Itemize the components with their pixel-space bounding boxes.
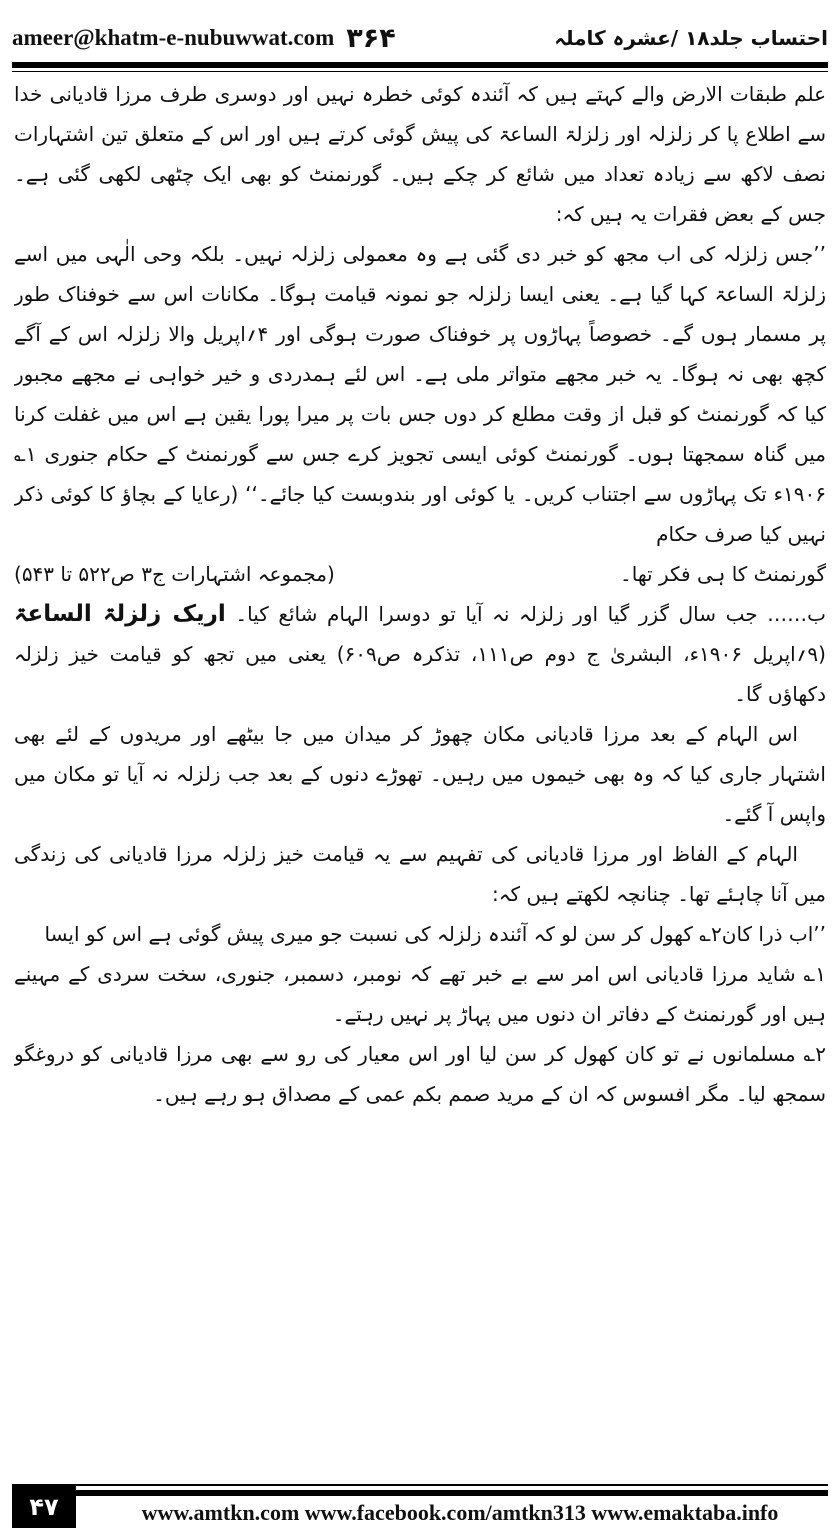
second-ilham-rest: (۹؍اپریل ۱۹۰۶ء، البشریٰ ج دوم ص۱۱۱، تذکرہ ص۶۰۹) یعنی میں تجھ کو قیامت خیز زلزلہ دکھاؤں گا۔: [14, 642, 826, 706]
header-email: ameer@khatm-e-nubuwwat.com: [12, 25, 335, 50]
quote-end-row: [14, 554, 826, 594]
paragraph-geology: علم طبقات الارض والے کہتے ہیں کہ آئندہ کوئی خطرہ نہیں اور دوسری طرف مرزا قادیانی خدا سے اطلاع پا کر زلزلہ اور زلزلۃ الساعۃ کی پیش گوئی کرتے ہیں اور اس کے متعلق تین اشتہارات نصف لاکھ سے زیادہ تعداد میں شائع کر چکے ہیں۔ گورنمنٹ کو بھی ایک چٹھی لکھی گئی ہے۔ جس کے بعض فقرات یہ ہیں کہ:: [14, 82, 826, 226]
footer-rule-thick: [12, 1490, 828, 1496]
header-book-title: احتساب جلد۱۸ /عشرہ کاملہ: [554, 26, 828, 50]
header-rule-thick: [12, 62, 828, 68]
quote-second: ’’اب ذرا کان۲؎ کھول کر سن لو کہ آئندہ زلزلہ کی نسبت جو میری پیش گوئی ہے اس کو ایسا: [44, 922, 826, 946]
footnote-1: ۱؎ شاید مرزا قادیانی اس امر سے بے خبر تھے کہ نومبر، دسمبر، جنوری، سخت سردی کے مہینے ہیں اور گورنمنٹ کے دفاتر ان دنوں میں پہاڑ پر نہیں رہتے۔: [14, 962, 826, 1026]
paragraph-second-ilham: [14, 594, 826, 714]
page-body: [14, 74, 826, 1470]
reference-citation: (مجموعہ اشتہارات ج۳ ص۵۲۲ تا ۵۴۳): [14, 562, 335, 586]
footer-rule-thin: [12, 1484, 828, 1486]
paragraph-after-ilham: اس الہام کے بعد مرزا قادیانی مکان چھوڑ کر میدان میں جا بیٹھے اور مریدوں کے لئے بھی اشتہار جاری کیا کہ وہ بھی خیموں میں رہیں۔ تھوڑے دنوں کے بعد جب زلزلہ نہ آیا تو مکان میں واپس آ گئے۔: [14, 722, 826, 826]
header-page-number: ۳۶۴: [346, 22, 396, 54]
second-ilham-term: اریک زلزلۃ الساعۃ: [14, 601, 226, 627]
quote-letter: ’’جس زلزلہ کی اب مجھ کو خبر دی گئی ہے وہ معمولی زلزلہ نہیں۔ بلکہ وحی الٰہی میں اسے زلزلۃ الساعۃ کہا گیا ہے۔ یعنی ایسا زلزلہ جو نمونہ قیامت ہوگا۔ مکانات اس سے خوفناک طور پر مسمار ہوں گے۔ خصوصاً پہاڑوں پر خوفناک صورت ہوگی اور ۴؍اپریل والا زلزلہ اس کے آگے کچھ بھی نہ ہوگا۔ یہ خبر مجھے متواتر ملی ہے۔ اس لئے ہمدردی و خیر خواہی نے مجھے مجبور کیا کہ گورنمنٹ کو قبل از وقت مطلع کر دوں جس بات پر میرا پورا یقین ہے اس میں غفلت کرنا میں گناہ سمجھتا ہوں۔ گورنمنٹ کوئی ایسی تجویز کرے جس سے گورنمنٹ کے حکام جنوری ۱؎ ۱۹۰۶ء تک پہاڑوں سے اجتناب کریں۔ یا کوئی اور بندوبست کیا جائے۔‘‘ (رعایا کے بچاؤ کا کوئی ذکر نہیں کیا صرف حکام: [14, 242, 826, 546]
page-header: [12, 16, 828, 60]
footer-urls: www.amtkn.com www.facebook.com/amtkn313 www.emaktaba.info: [141, 1500, 779, 1525]
page-footer: [12, 1484, 828, 1530]
paragraph-ilham-words: الہام کے الفاظ اور مرزا قادیانی کی تفہیم سے یہ قیامت خیز زلزلہ مرزا قادیانی کی زندگی میں آنا چاہئے تھا۔ چنانچہ لکھتے ہیں کہ:: [14, 842, 826, 906]
header-left: [12, 23, 396, 54]
quote-end-text: گورنمنٹ کا ہی فکر تھا۔: [620, 562, 826, 586]
second-ilham-lead: ب…… جب سال گزر گیا اور زلزلہ نہ آیا تو دوسرا الہام شائع کیا۔: [235, 602, 826, 626]
header-rule-thin: [12, 71, 828, 72]
footer-page-badge: ۴۷: [12, 1486, 76, 1528]
footnote-2: ۲؎ مسلمانوں نے تو کان کھول کر سن لیا اور اس معیار کی رو سے بھی مرزا قادیانی کو دروغگو سمجھ لیا۔ مگر افسوس کہ ان کے مرید صمم بکم عمی کے مصداق ہو رہے ہیں۔: [14, 1042, 826, 1106]
